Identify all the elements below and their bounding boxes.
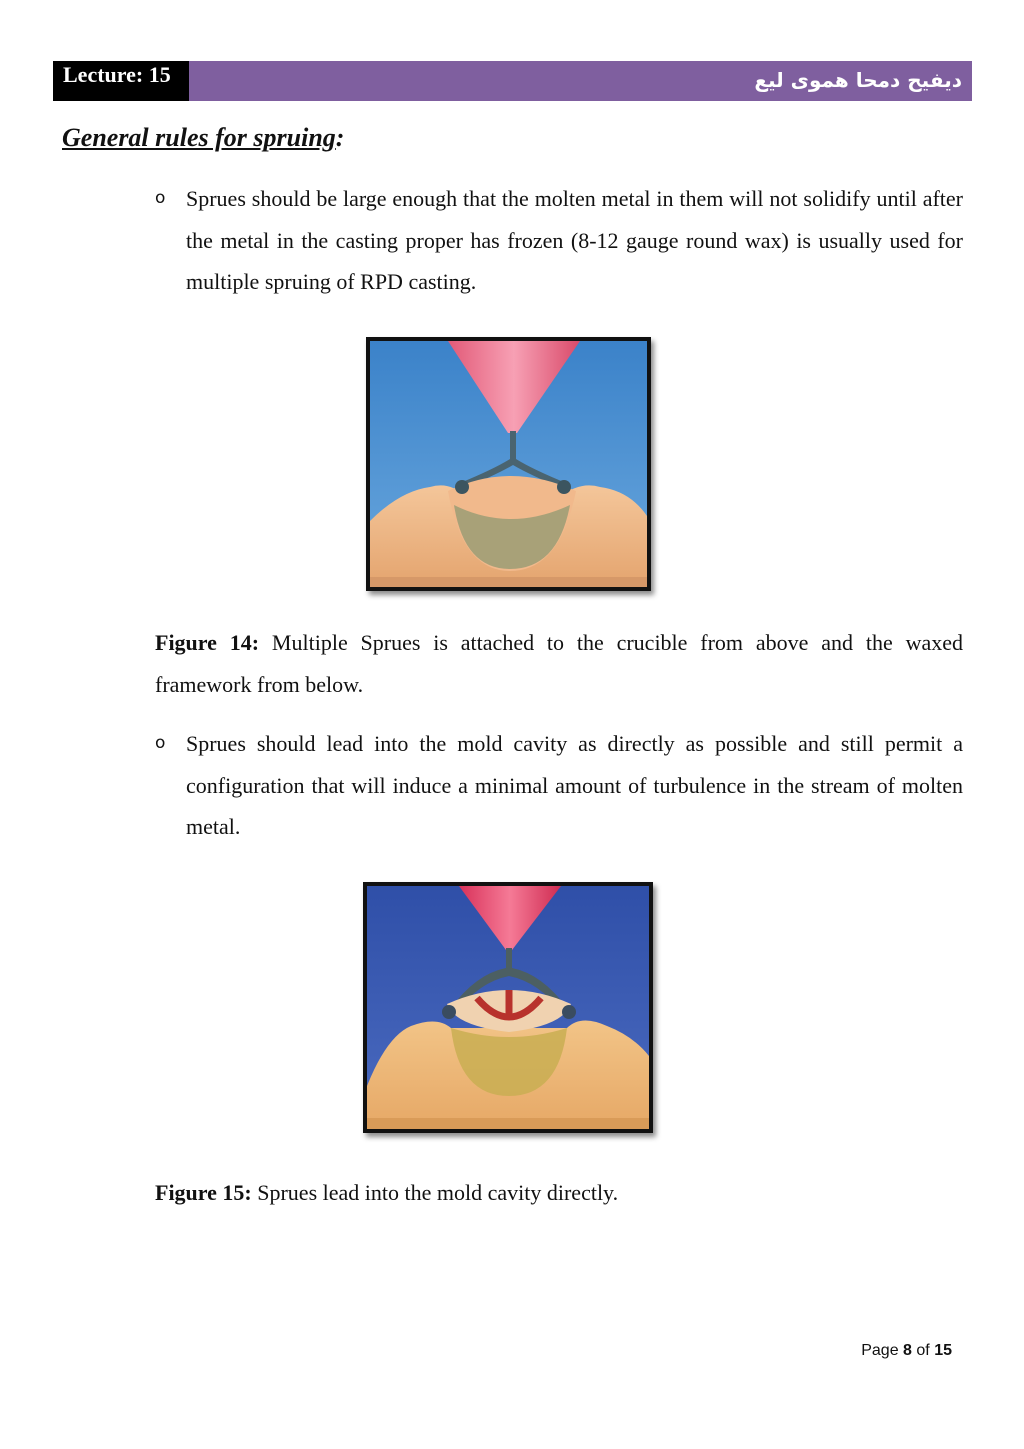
figure-14-label: Figure 14: — [155, 630, 260, 655]
page-word: Page — [861, 1342, 899, 1359]
figure-15-image — [363, 882, 653, 1133]
section-colon: : — [335, 123, 345, 152]
bullet-text: Sprues should be large enough that the molten metal in them will not solidify until after the metal in the casting proper has frozen (8-12 gauge round wax) is usually used for multiple spruing of RPD casting. — [186, 186, 963, 294]
figure-14-caption — [155, 622, 963, 705]
page-footer — [861, 1342, 952, 1360]
figure-15-label: Figure 15: — [155, 1180, 252, 1205]
section-heading — [62, 123, 344, 153]
figure-14-caption-text: Multiple Sprues is attached to the crucible from above and the waxed framework from below. — [155, 630, 963, 697]
figure-14-image — [366, 337, 651, 591]
bullet-item — [155, 178, 963, 303]
figure-15-caption-text: Sprues lead into the mold cavity directly. — [251, 1180, 619, 1205]
figure-15-caption — [155, 1172, 963, 1214]
lecture-label: Lecture: 15 — [53, 61, 189, 101]
bullet-item — [155, 723, 963, 848]
of-word: of — [916, 1342, 930, 1359]
section-title: General rules for spruing — [62, 123, 336, 152]
bullet-symbol: o — [155, 188, 166, 208]
bullet-text: Sprues should lead into the mold cavity as directly as possible and still permit a configuration that will induce a minimal amount of turbulence in the stream of molten metal. — [186, 731, 963, 839]
author-name: ديفيح دمحا هموى ليع — [754, 68, 962, 92]
bullet-symbol: o — [155, 733, 166, 753]
page-total: 15 — [934, 1342, 952, 1359]
page-number: 8 — [903, 1342, 912, 1359]
